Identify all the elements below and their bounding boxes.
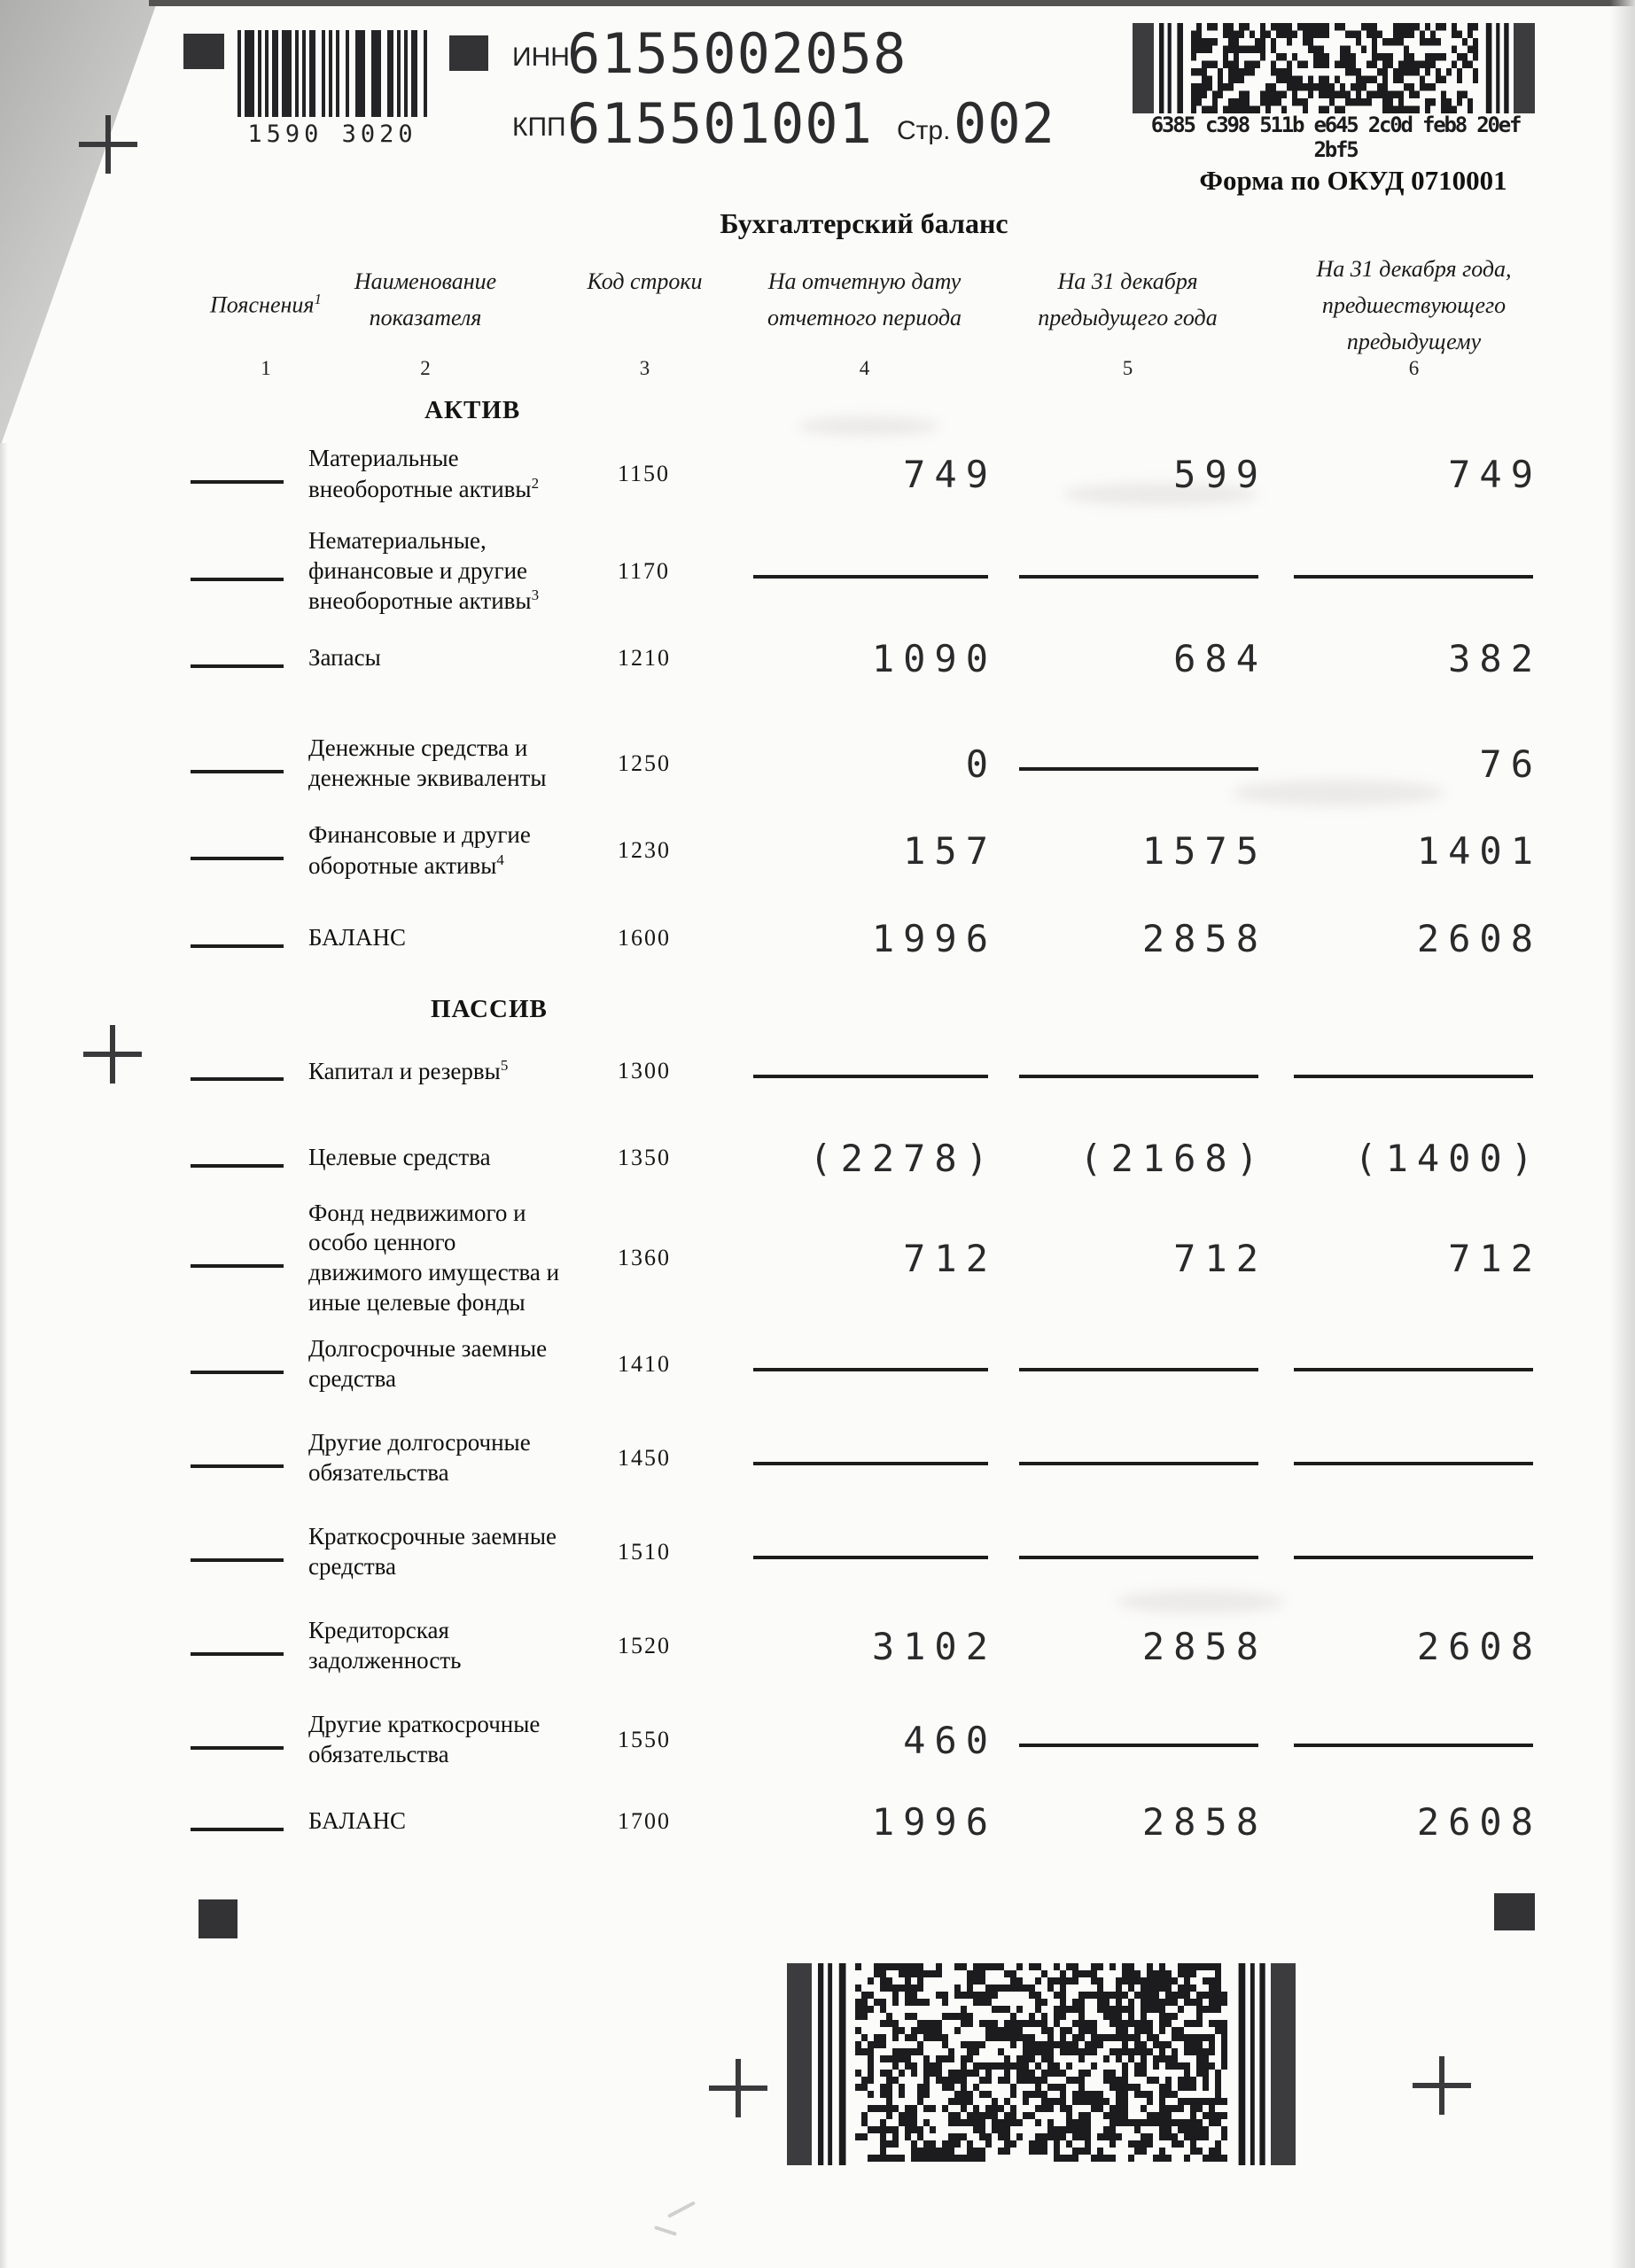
- row-code: 1250: [618, 750, 671, 776]
- column-header-prev-year: На 31 декабря предыдущего года: [1038, 268, 1218, 330]
- value-col5: [988, 1136, 1267, 1180]
- value-col5: [988, 1363, 1258, 1366]
- explanation-dash-line: [191, 1164, 284, 1168]
- row-label-text: Целевые средства: [308, 1144, 491, 1171]
- page-right-edge: [1610, 0, 1635, 2268]
- row-code: 1210: [618, 645, 671, 671]
- value-col5: [988, 570, 1258, 573]
- row-code: 1350: [618, 1145, 671, 1170]
- kpp-value: 615501001: [567, 91, 873, 156]
- row-label-text: Другие долгосрочные обязательства: [308, 1429, 531, 1486]
- value-text: 712: [1448, 1236, 1542, 1280]
- explanations-cell: [191, 1156, 308, 1160]
- inn-value: 6155002058: [567, 21, 907, 86]
- value-col6: [1258, 1236, 1542, 1280]
- explanation-dash-line: [191, 1264, 284, 1268]
- row-code: 1150: [618, 461, 671, 486]
- value-col4: [753, 1236, 997, 1280]
- row-label-text: Нематериальные, финансовые и другие внеоборотные активы: [308, 526, 532, 615]
- value-text: 76: [1479, 742, 1542, 786]
- footnote-marker: 4: [496, 850, 504, 868]
- value-text: 1996: [871, 1799, 997, 1844]
- value-col6: [1258, 1069, 1533, 1073]
- value-text: 712: [903, 1236, 997, 1280]
- anchor-square: [199, 1899, 237, 1938]
- row-code: 1600: [618, 925, 671, 951]
- value-text: 2858: [1141, 1624, 1267, 1668]
- value-col5: [988, 916, 1267, 960]
- row-label-text: Запасы: [308, 644, 381, 672]
- row-label-text: БАЛАНС: [308, 1807, 406, 1835]
- explanations-cell: [191, 1820, 308, 1823]
- value-col4: [753, 570, 988, 573]
- value-text: 599: [1173, 452, 1267, 496]
- row-code: 1510: [618, 1539, 671, 1565]
- explanations-cell: [191, 936, 308, 940]
- column-header-explanations: [182, 281, 350, 323]
- row-label-text: Денежные средства и денежные эквиваленты: [308, 734, 547, 791]
- section-header-liabilities: ПАССИВ: [431, 995, 548, 1023]
- value-col4: [753, 1363, 988, 1366]
- registration-cross-top-left: [79, 115, 137, 174]
- value-text: 460: [903, 1718, 997, 1762]
- value-col6: [1258, 1799, 1542, 1844]
- value-text: 1996: [871, 916, 997, 960]
- explanation-dash-line: [191, 944, 284, 948]
- row-code: 1230: [618, 837, 671, 863]
- value-col4: [753, 636, 997, 680]
- explanations-cell: [191, 1644, 308, 1648]
- explanation-dash-line: [191, 1464, 284, 1468]
- document-title: Бухгалтерский баланс: [720, 207, 1008, 239]
- page-number-value: 002: [954, 91, 1055, 156]
- row-label-text: Краткосрочные заемные средства: [308, 1523, 557, 1580]
- value-col6: [1258, 916, 1542, 960]
- empty-value-line: [1294, 1556, 1533, 1559]
- value-col4: [753, 1136, 997, 1180]
- pencil-mark: [667, 2201, 696, 2218]
- column-number: 6: [1408, 357, 1420, 379]
- okud-form-code: Форма по ОКУД 0710001: [1199, 165, 1507, 196]
- empty-value-line: [753, 1556, 988, 1559]
- column-header-prev-prev-year: На 31 декабря года, предшествующего предыдущему: [1316, 256, 1512, 354]
- value-text: 2608: [1416, 1624, 1542, 1668]
- column-number: 3: [639, 357, 650, 379]
- column-number: 5: [1122, 357, 1133, 379]
- value-text: (2168): [1079, 1136, 1267, 1180]
- explanations-cell: [191, 570, 308, 573]
- explanations-cell: [191, 849, 308, 852]
- column-header-line-code: Код строки: [587, 268, 703, 294]
- row-label: [308, 1806, 589, 1837]
- explanations-cell: [191, 472, 308, 476]
- column-number: 1: [261, 357, 271, 379]
- empty-value-line: [753, 1368, 988, 1371]
- value-text: 2608: [1416, 916, 1542, 960]
- value-col5: [988, 1236, 1267, 1280]
- value-col6: [1258, 1136, 1542, 1180]
- row-label-text: БАЛАНС: [308, 924, 406, 951]
- row-label-text: Фонд недвижимого и особо ценного движимого имущества и иные целевые фонды: [308, 1199, 560, 1316]
- column-number: 4: [859, 357, 870, 379]
- value-col4: [753, 1456, 988, 1460]
- value-text: 2858: [1141, 916, 1267, 960]
- footnote-marker: 1: [314, 291, 322, 307]
- form-2d-barcode: [1133, 23, 1535, 113]
- page-top-edge-shadow: [149, 0, 1635, 6]
- value-col5: [988, 1069, 1258, 1073]
- value-text: 157: [903, 828, 997, 873]
- row-label-text: Финансовые и другие оборотные активы: [308, 820, 531, 879]
- footnote-marker: 2: [531, 474, 540, 492]
- kpp-label: КПП: [512, 113, 566, 142]
- value-col5: [988, 1799, 1267, 1844]
- empty-value-line: [1294, 1368, 1533, 1371]
- empty-value-line: [1294, 1462, 1533, 1465]
- value-col4: [753, 1550, 988, 1554]
- row-code: 1520: [618, 1633, 671, 1658]
- value-col4: [753, 1069, 988, 1073]
- value-col5: [988, 762, 1258, 765]
- anchor-square: [449, 35, 488, 71]
- empty-value-line: [1019, 1368, 1258, 1371]
- value-text: (1400): [1354, 1136, 1542, 1180]
- registration-cross-bottom-right: [1413, 2056, 1471, 2115]
- column-header-reporting-date: На отчетную дату отчетного периода: [767, 268, 962, 330]
- table-row: [191, 1742, 1542, 1901]
- explanations-cell: [191, 1256, 308, 1260]
- row-label-text: Материальные внеоборотные активы: [308, 444, 532, 502]
- column-header-label: Пояснения: [210, 291, 315, 318]
- empty-value-line: [753, 1462, 988, 1465]
- value-col4: [753, 452, 997, 496]
- explanations-cell: [191, 656, 308, 660]
- explanation-dash-line: [191, 1558, 284, 1562]
- row-label-text: Капитал и резервы: [308, 1057, 501, 1084]
- row-label: [308, 1143, 589, 1173]
- page-left-edge: [0, 443, 8, 2268]
- value-text: 2608: [1416, 1799, 1542, 1844]
- explanation-dash-line: [191, 1371, 284, 1374]
- value-text: 382: [1448, 636, 1542, 680]
- value-col5: [988, 1550, 1258, 1554]
- registration-cross-bottom-left: [709, 2059, 767, 2117]
- row-code: 1170: [618, 558, 671, 584]
- anchor-square: [183, 34, 224, 69]
- row-label-text: Другие краткосрочные обязательства: [308, 1711, 541, 1767]
- value-col4: [753, 1799, 997, 1844]
- row-code: 1550: [618, 1727, 671, 1752]
- value-col4: [753, 916, 997, 960]
- empty-value-line: [1019, 1462, 1258, 1465]
- value-col5: [988, 452, 1267, 496]
- value-col6: [1258, 1456, 1533, 1460]
- page-number-label: Стр.: [897, 116, 951, 145]
- value-col6: [1258, 636, 1542, 680]
- explanations-cell: [191, 1069, 308, 1073]
- form-1d-barcode: [237, 30, 427, 117]
- value-text: 1090: [871, 636, 997, 680]
- explanation-dash-line: [191, 480, 284, 484]
- value-col6: [1258, 452, 1542, 496]
- column-number: 2: [420, 357, 431, 379]
- value-text: 3102: [871, 1624, 997, 1668]
- value-text: 0: [965, 742, 997, 786]
- column-header-indicator-name: Наименование показателя: [354, 268, 497, 330]
- barcode-hex-code: 6385 c398 511b e645 2c0d feb8 20ef 2bf5: [1150, 113, 1521, 162]
- row-code: 1300: [618, 1058, 671, 1084]
- row-label: [308, 923, 589, 953]
- inn-label: ИНН: [512, 43, 570, 72]
- row-code: 1450: [618, 1445, 671, 1471]
- explanation-dash-line: [191, 1828, 284, 1831]
- row-label: [308, 643, 589, 673]
- explanation-dash-line: [191, 1652, 284, 1656]
- row-code: 1360: [618, 1245, 671, 1270]
- footnote-marker: 3: [531, 586, 540, 604]
- value-col6: [1258, 570, 1533, 573]
- value-col6: [1258, 1550, 1533, 1554]
- bottom-2d-barcode: [787, 1963, 1296, 2165]
- registration-cross-middle-left: [83, 1025, 142, 1084]
- form-barcode-number: 1590 3020: [247, 120, 417, 148]
- empty-value-line: [1019, 1556, 1258, 1559]
- explanation-dash-line: [191, 664, 284, 668]
- value-text: 749: [1448, 452, 1542, 496]
- explanations-cell: [191, 1550, 308, 1554]
- row-label-text: Долгосрочные заемные средства: [308, 1335, 548, 1392]
- footnote-marker: 5: [500, 1056, 509, 1074]
- explanations-cell: [191, 762, 308, 765]
- explanations-cell: [191, 1363, 308, 1366]
- explanations-cell: [191, 1456, 308, 1460]
- value-col5: [988, 636, 1267, 680]
- row-code: 1700: [618, 1808, 671, 1834]
- value-text: 1575: [1141, 828, 1267, 873]
- value-col5: [988, 1456, 1258, 1460]
- scanner-bed-corner: [0, 0, 177, 461]
- pencil-mark: [654, 2225, 677, 2236]
- value-text: 2858: [1141, 1799, 1267, 1844]
- value-text: 749: [903, 452, 997, 496]
- value-col6: [1258, 1363, 1533, 1366]
- value-text: 1401: [1416, 828, 1542, 873]
- value-text: 684: [1173, 636, 1267, 680]
- value-text: 712: [1173, 1236, 1267, 1280]
- section-header-assets: АКТИВ: [424, 396, 521, 424]
- row-code: 1410: [618, 1351, 671, 1377]
- value-text: (2278): [809, 1136, 997, 1180]
- row-label-text: Кредиторская задолженность: [308, 1617, 462, 1674]
